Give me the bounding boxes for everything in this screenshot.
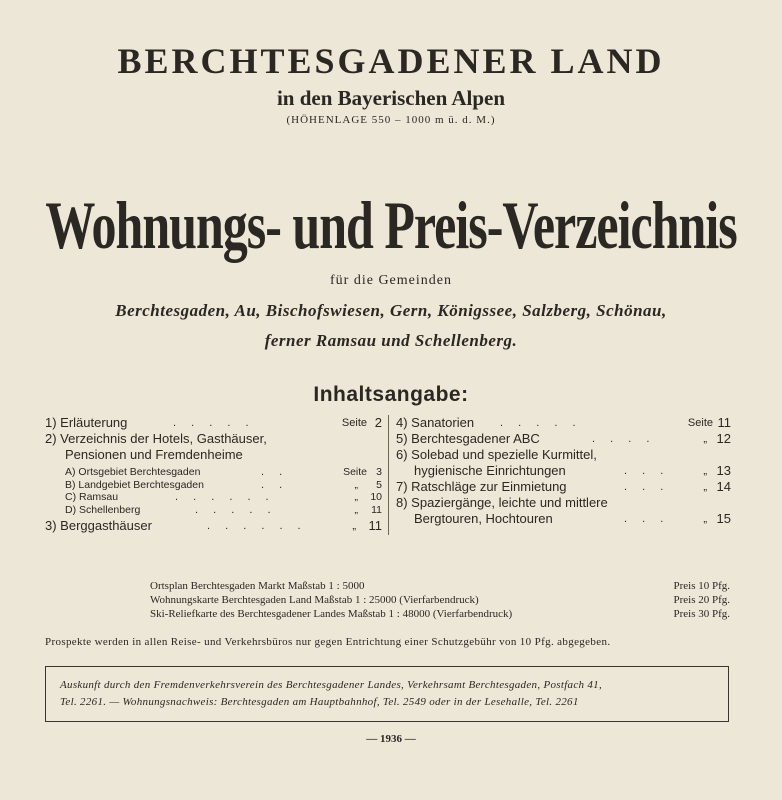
toc-entry <box>45 518 382 534</box>
toc-entry-label: Pensionen und Fremdenheime <box>65 447 243 462</box>
toc-leader-dots: . . . . . . <box>207 520 307 532</box>
toc-entry-page: 11 <box>371 503 382 516</box>
toc-entry-label: 1) Erläuterung <box>45 415 128 430</box>
toc-entry-page: 11 <box>717 415 731 430</box>
toc-seite-label: Seite <box>341 417 367 429</box>
gemeinden-line-1: Berchtesgaden, Au, Bischofswiesen, Gern, Königssee, Salzberg, Schönau, <box>115 301 667 320</box>
toc-entry-label: 2) Verzeichnis der Hotels, Gasthäuser, <box>45 431 267 446</box>
toc-leader-dots: . . . <box>624 513 670 525</box>
toc-entry-label: A) Ortsgebiet Berchtesgaden <box>65 466 201 478</box>
toc-leader-dots: . . . . . <box>173 417 255 429</box>
toc-leader-dots: . . . . . <box>500 417 582 429</box>
toc-subentry <box>45 491 382 504</box>
toc-entry-label: D) Schellenberg <box>65 503 141 516</box>
map-item-label: Ortsplan Berchtesgaden Markt Maßstab 1 : 5000 <box>150 580 365 592</box>
toc-entry <box>396 415 731 431</box>
toc-entry-label: C) Ramsau <box>65 491 119 503</box>
toc-seite-label: Seite <box>687 417 713 429</box>
toc-ditto: „ <box>354 491 358 503</box>
toc-left-column <box>45 415 382 534</box>
subtitle: in den Bayerischen Alpen <box>276 86 506 110</box>
toc-ditto: „ <box>352 520 356 532</box>
toc-entry <box>396 431 731 447</box>
toc-ditto: „ <box>354 503 358 516</box>
toc-entry-label: hygienische Einrichtungen <box>414 463 566 478</box>
map-item-label: Wohnungskarte Berchtesgaden Land Maßstab 1 : 25000 (Vierfarbendruck) <box>150 594 479 606</box>
for-line: für die Gemeinden <box>330 273 452 288</box>
maps-price-list <box>150 579 730 621</box>
map-item-label: Ski-Reliefkarte des Berchtesgadener Landes Maßstab 1 : 48000 (Vierfarbendruck) <box>150 608 513 620</box>
map-item-price: Preis 30 Pfg. <box>673 608 730 620</box>
toc-entry-page: 10 <box>370 491 382 503</box>
toc-entry-page: 14 <box>716 479 731 494</box>
toc-ditto: „ <box>703 465 707 477</box>
map-item-price: Preis 10 Pfg. <box>673 580 730 592</box>
toc-entry <box>45 447 382 463</box>
toc-entry <box>396 479 731 495</box>
main-title: Wohnungs- und Preis-Verzeichnis <box>45 187 737 263</box>
toc-entry-page: 12 <box>716 431 731 446</box>
toc-seite-label: Seite <box>343 466 367 478</box>
toc-subentry <box>45 466 382 479</box>
toc-leader-dots: . . . . <box>592 433 656 445</box>
toc-entry <box>396 463 731 479</box>
toc-entry-label: 3) Berggasthäuser <box>45 518 152 533</box>
toc-leader-dots: . . . . . . <box>175 491 275 503</box>
toc-entry-label: 4) Sanatorien <box>396 415 475 430</box>
toc-ditto: „ <box>703 513 707 525</box>
year-footer: — 1936 — <box>366 733 416 745</box>
map-item <box>150 579 730 593</box>
map-item <box>150 607 730 621</box>
toc-entry-page: 13 <box>716 463 731 478</box>
prospekte-note: Prospekte werden in allen Reise- und Verkehrsbüros nur gegen Entrichtung einer Schutzgebühr von 10 Pfg. abgegeben. <box>45 636 611 648</box>
toc-entry-label: 5) Berchtesgadener ABC <box>396 431 540 446</box>
gemeinden-line-2: ferner Ramsau und Schellenberg. <box>264 331 518 350</box>
toc-entry <box>396 495 731 511</box>
toc-ditto: „ <box>354 478 358 491</box>
toc-entry <box>396 447 731 463</box>
toc-entry <box>396 511 731 527</box>
toc-entry-label: 7) Ratschläge zur Einmietung <box>396 479 567 494</box>
toc-entry-page: 2 <box>374 415 382 430</box>
map-item-price: Preis 20 Pfg. <box>673 594 730 606</box>
toc-entry-page: 15 <box>716 511 731 526</box>
toc-entry <box>45 431 382 447</box>
toc-entry-label: Bergtouren, Hochtouren <box>414 511 553 526</box>
info-box <box>45 666 729 722</box>
toc-leader-dots: . . <box>261 478 289 491</box>
toc-entry-label: B) Landgebiet Berchtesgaden <box>65 478 204 491</box>
info-line-1: Auskunft durch den Fremdenverkehrsverein des Berchtesgadener Landes, Verkehrsamt Berchtesgaden, Postfach 41, <box>60 679 603 691</box>
toc-entry-page: 11 <box>368 518 382 533</box>
toc-entry-page: 3 <box>376 466 382 478</box>
region-title: BERCHTESGADENER LAND <box>117 41 665 81</box>
toc-entry-label: 8) Spaziergänge, leichte und mittlere <box>396 495 608 510</box>
toc-right-column <box>396 415 731 527</box>
contents-heading: Inhaltsangabe: <box>313 383 469 406</box>
toc-leader-dots: . . . <box>624 465 670 477</box>
toc-leader-dots: . . . <box>624 481 670 493</box>
toc-leader-dots: . . . . . <box>195 503 277 516</box>
toc-leader-dots: . . <box>261 466 289 478</box>
toc-ditto: „ <box>703 433 707 445</box>
toc-ditto: „ <box>703 481 707 493</box>
toc-divider <box>388 415 389 535</box>
map-item <box>150 593 730 607</box>
toc-entry-label: 6) Solebad und spezielle Kurmittel, <box>396 447 597 462</box>
toc-entry <box>45 415 382 431</box>
altitude-note: (HÖHENLAGE 550 – 1000 m ü. d. M.) <box>286 114 496 126</box>
toc-subentry <box>45 504 382 517</box>
toc-subentry <box>45 479 382 492</box>
info-line-2: Tel. 2261. — Wohnungsnachweis: Berchtesgaden am Hauptbahnhof, Tel. 2549 oder in der Lesehalle, Tel. 2261 <box>60 696 579 708</box>
toc-entry-page: 5 <box>376 478 382 491</box>
